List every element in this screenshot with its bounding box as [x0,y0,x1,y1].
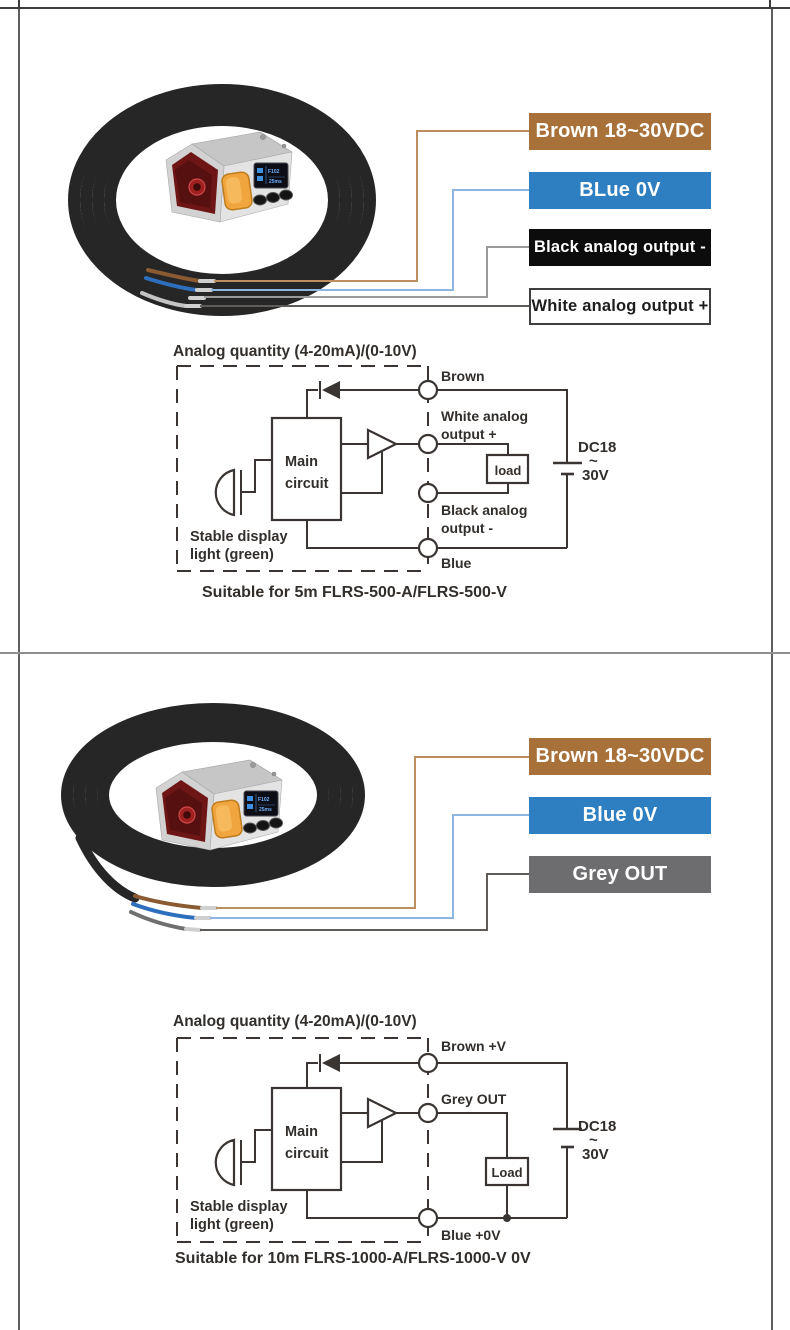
line-art-layer: F102 25ms Analog quantity (4-20mA)/(0-10V) Main circuit Stable display light (green) load Brown White analog output + Black analog output - Blue DC18 ~ 30V Suitable for 5m FLRS-500-A/FLRS-500-V Analog quantity (4-20mA)/(0-10V) Main circuit Stable display light (green) Load Brown +V Grey OUT Blue +0V DC18 ~ 30V Suitable for 10m FLRS-1000-A/FLRS-1000-V 0V [0,0,790,1330]
terminal-label-brown: Brown +V [441,1038,506,1054]
supply-voltage-label: 30V [582,467,609,484]
wire-label-blue-0v-2: Blue 0V [529,797,711,834]
supply-voltage-label: DC18 [578,1118,617,1135]
main-circuit-label: Main [285,454,319,470]
led-caption: Stable display [190,1199,288,1215]
main-circuit-label: circuit [285,476,329,492]
frame-stub-left [18,0,20,7]
circuit1-caption: Suitable for 5m FLRS-500-A/FLRS-500-V [202,584,507,601]
main-circuit-label: Main [285,1124,319,1140]
terminal-label-black: output - [441,520,494,536]
wire-label-white-analog-plus: White analog output + [529,288,711,325]
terminal-label-black: Black analog [441,502,528,518]
main-circuit-label: circuit [285,1146,329,1162]
terminal-label-blue: Blue +0V [441,1227,501,1243]
load-label: load [494,463,522,478]
led-caption: light (green) [190,547,274,563]
supply-voltage-label: 30V [582,1146,609,1163]
circuit1-title: Analog quantity (4-20mA)/(0-10V) [173,343,417,360]
terminal-label-blue: Blue [441,555,472,571]
terminal-label-white: output + [441,426,497,442]
circuit2-caption: Suitable for 10m FLRS-1000-A/FLRS-1000-V 0V [175,1250,531,1267]
section2-frame [18,654,773,1330]
circuit2-title: Analog quantity (4-20mA)/(0-10V) [173,1013,417,1030]
wire-label-blue-0v-1: BLue 0V [529,172,711,209]
terminal-label-grey: Grey OUT [441,1091,507,1107]
terminal-label-brown: Brown [441,368,485,384]
led-caption: Stable display [190,529,288,545]
supply-voltage-label: DC18 [578,439,617,456]
load-label: Load [491,1165,523,1180]
wire-label-brown-power-1: Brown 18~30VDC [529,113,711,150]
supply-voltage-tilde: ~ [589,453,598,470]
section1-frame [18,9,773,652]
wire-label-grey-out: Grey OUT [529,856,711,893]
wire-label-black-analog-minus: Black analog output - [529,229,711,266]
wire-label-brown-power-2: Brown 18~30VDC [529,738,711,775]
frame-stub-right [769,0,771,7]
supply-voltage-tilde: ~ [589,1132,598,1149]
led-caption: light (green) [190,1217,274,1233]
terminal-label-white: White analog [441,408,529,424]
